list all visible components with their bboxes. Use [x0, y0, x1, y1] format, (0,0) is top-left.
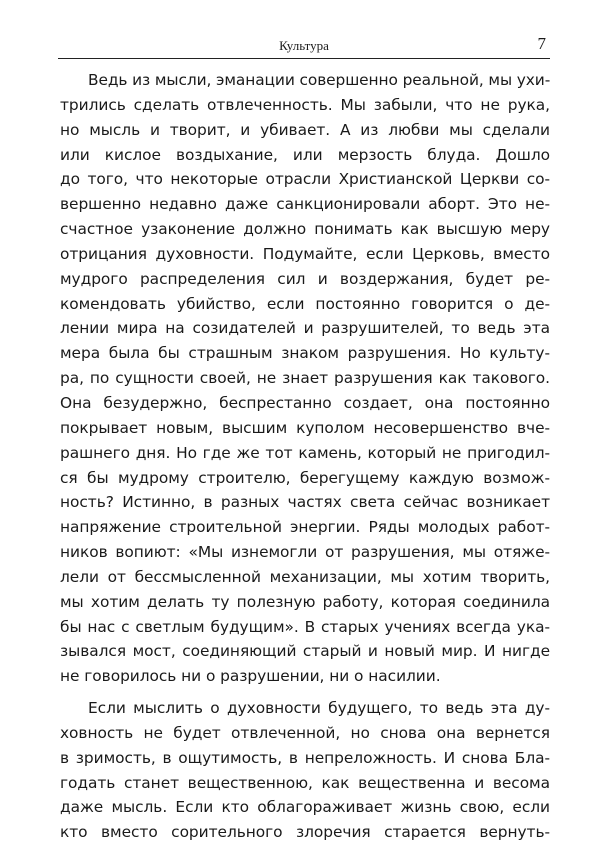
- text-line: мудрого распределения сил и воздержания, будет ре-: [60, 269, 550, 288]
- text-line: Если мыслить о духовности будущего, то ведь эта ду-: [88, 699, 550, 718]
- text-line: даже мысль. Если кто облагораживает жизнь свою, если: [60, 798, 550, 817]
- chapter-title: Культура: [279, 38, 329, 53]
- text-line: но мысль и творит, и убивает. А из любви мы сделали: [60, 120, 550, 139]
- text-line: напряжение строительной энергии. Ряды молодых работ-: [60, 518, 550, 537]
- text-line: или кислое воздыхание, или мерзость блуда. Дошло: [60, 145, 550, 164]
- text-line: ховность не будет отвлеченной, но снова она вернется: [60, 723, 550, 742]
- text-line: покрывает новым, высшим куполом несовершенство вче-: [60, 418, 550, 437]
- text-line: зывался мост, соединяющий старый и новый мир. И нигде: [60, 642, 550, 661]
- text-line: ра, по сущности своей, не знает разрушения как такового.: [60, 369, 550, 388]
- page-number: 7: [537, 34, 546, 53]
- text-line: бы нас с светлым будущим». В старых учениях всегда ука-: [60, 617, 550, 636]
- running-header: [58, 36, 550, 58]
- text-line: кто вместо сорительного злоречия старается вернуть-: [60, 823, 550, 842]
- text-line: до того, что некоторые отрасли Христианской Церкви со-: [60, 170, 550, 189]
- text-line: комендовать убийство, если постоянно говорится о де-: [60, 294, 550, 313]
- text-line: ся бы мудрому строителю, берегущему каждую возмож-: [60, 468, 550, 487]
- text-line: годать станет вещественною, как вещественна и весома: [60, 773, 550, 792]
- text-line: в зримость, в ощутимость, в непреложность. И снова Бла-: [60, 748, 550, 767]
- body-text: [60, 68, 550, 845]
- text-line: отрицания духовности. Подумайте, если Церковь, вместо: [60, 244, 550, 263]
- text-line: лели от бессмысленной механизации, мы хотим творить,: [60, 567, 550, 586]
- text-line: рашнего дня. Но где же тот камень, который не пригодил-: [60, 443, 550, 462]
- text-line: ность? Истинно, в разных частях света сейчас возникает: [60, 493, 550, 512]
- text-line: мы хотим делать ту полезную работу, которая соединила: [60, 592, 550, 611]
- text-line: не говорилось ни о разрушении, ни о насилии.: [60, 667, 441, 686]
- text-line: счастное узаконение должно понимать как высшую меру: [60, 220, 550, 239]
- text-line: мера была бы страшным знаком разрушения. Но культу-: [60, 344, 550, 363]
- text-line: вершенно недавно даже санкционировали аборт. Это не-: [60, 195, 550, 214]
- header-rule: [58, 58, 550, 59]
- text-line: трились сделать отвлеченность. Мы забыли, что не рука,: [60, 95, 550, 114]
- text-line: лении мира на созидателей и разрушителей, то ведь эта: [60, 319, 550, 338]
- text-line: Она безудержно, беспрестанно создает, она постоянно: [60, 393, 550, 412]
- paragraph-gap: [60, 689, 550, 696]
- text-line: Ведь из мысли, эманации совершенно реальной, мы ухи-: [88, 71, 551, 89]
- text-line: ников вопиют: «Мы изнемогли от разрушения, мы отяже-: [60, 543, 550, 562]
